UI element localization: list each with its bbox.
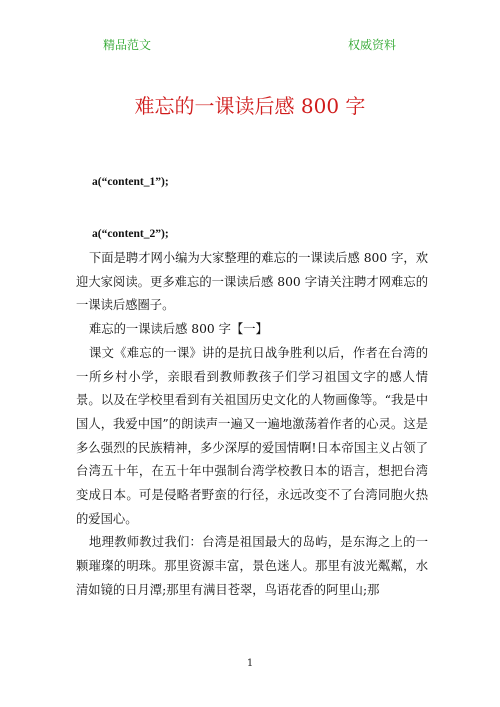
body-paragraph: 地理教师教过我们：台湾是祖国最大的岛屿，是东海之上的一颗璀璨的明珠。那里资源丰富，景色迷人。那里有波光粼粼，水清如镜的日月潭;那里有满目苍翠，鸟语花香的阿里山;那 <box>76 535 428 597</box>
code-line-2: a(“content_2”); <box>92 228 169 240</box>
document-title: 难忘的一课读后感 800 字 <box>134 94 366 118</box>
body-paragraph: 课文《难忘的一课》讲的是抗日战争胜利以后，作者在台湾的一所乡村小学，亲眼看到教师教孩子们学习祖国文字的感人情景。以及在学校里看到有关祖国历史文化的人物画像等。“我是中国人，我爱中国”的朗读声一遍又一遍地激荡着作者的心灵。这是多么强烈的民族精神，多少深厚的爱国情啊!日本帝国主义占领了台湾五十年，在五十年中强制台湾学校教日本的语言，想把台湾变成日本。可是侵略者野蛮的行径，永远改变不了台湾同胞火热的爱国心。 <box>76 345 428 526</box>
document-body <box>76 247 428 603</box>
header-left-label: 精品范文 <box>103 38 152 52</box>
code-line-1: a(“content_1”); <box>92 176 169 188</box>
intro-paragraph: 下面是聘才网小编为大家整理的难忘的一课读后感 800 字，欢迎大家阅读。更多难忘的一课读后感 800 字请关注聘才网难忘的一课读后感圈子。 <box>76 251 428 313</box>
section-heading: 难忘的一课读后感 800 字【一】 <box>89 322 268 337</box>
header-right-label: 权威资料 <box>348 38 397 52</box>
page-header <box>0 36 500 54</box>
page-number: 1 <box>246 658 254 669</box>
